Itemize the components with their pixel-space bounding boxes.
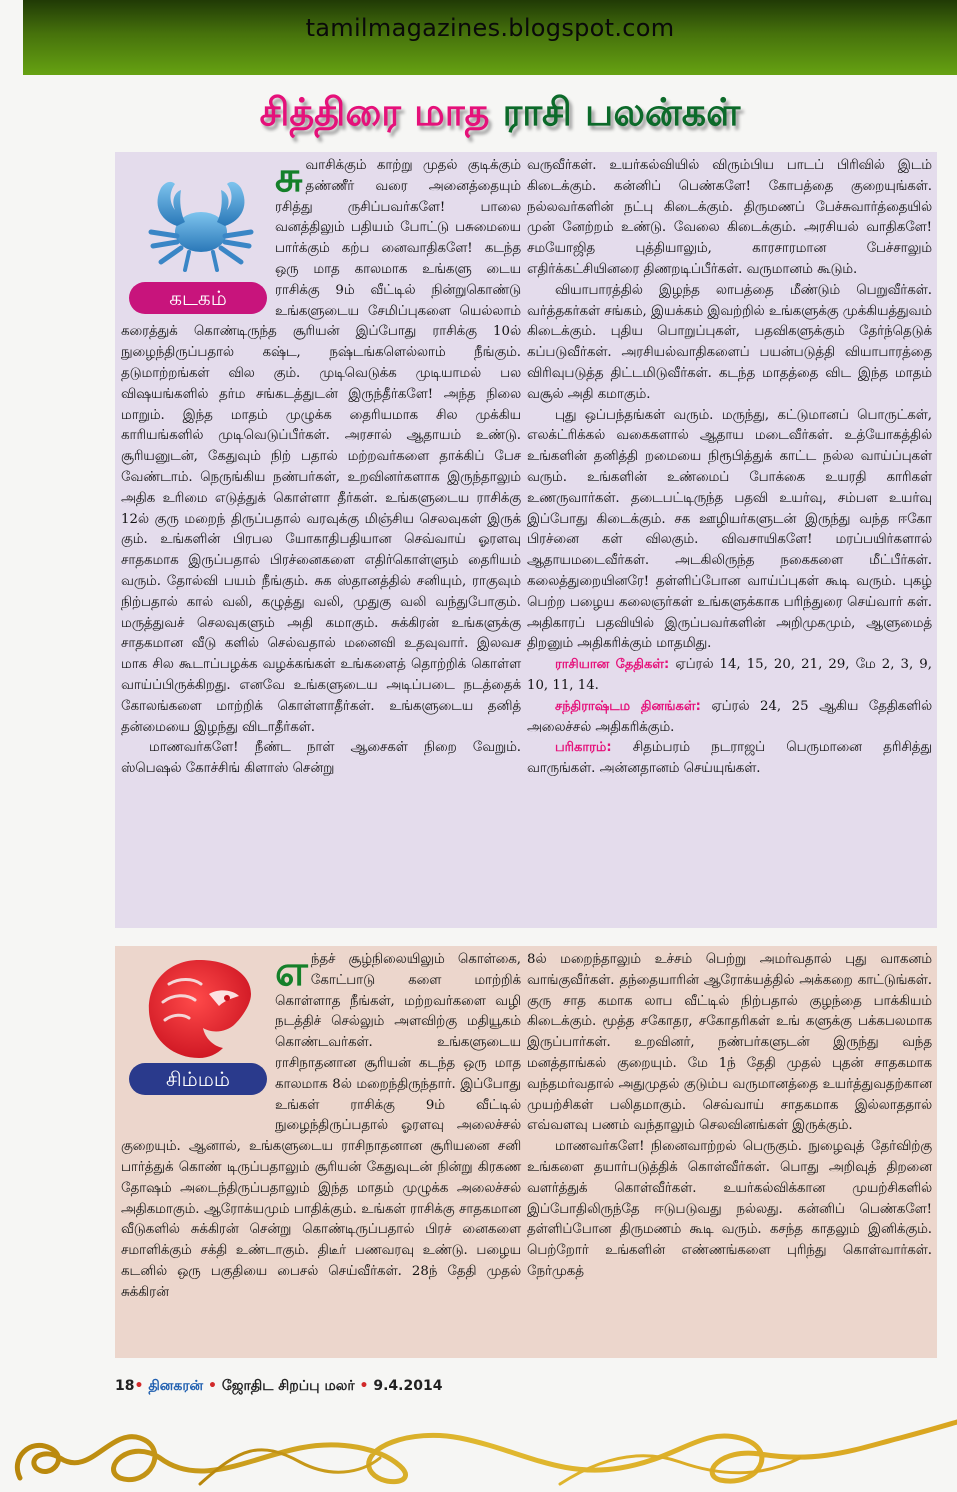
- remedy-value: சிதம்பரம் நடராஜப் பெருமானை தரிசித்து வாருங்கள். அன்னதானம் செய்யுங்கள்.: [527, 740, 932, 777]
- simmam-section: [115, 946, 937, 1358]
- title-part-1: சித்திரை மாத: [259, 90, 490, 134]
- kadagam-right-column: [527, 156, 932, 780]
- crab-icon: [141, 170, 261, 280]
- supplement-name: ஜோதிட சிறப்பு மலர்: [221, 1378, 355, 1394]
- kadagam-sign-box: [121, 156, 269, 316]
- separator-dot: •: [359, 1378, 369, 1394]
- page-number: 18: [115, 1378, 135, 1394]
- site-url[interactable]: tamilmagazines.blogspot.com: [305, 14, 675, 42]
- title-part-2: ராசி பலன்கள்: [502, 90, 741, 134]
- simmam-paragraph: 8ல் மறைந்தாலும் உச்சம் பெற்று அமர்வதால் புது வாகனம் வாங்குவீர்கள். தந்தையாரின் ஆரோக்யத்தில் அக்கறை காட்டுங்கள். குரு சாத கமாக லாப வீட்டில் நிற்பதால் குழந்தை பாக்கியம் கிடைக்கும். மூத்த சகோதர, சகோதரிகள் உங் களுக்கு பக்கபலமாக இருப்பார்கள். உறவினர், நண்பர்களுடன் இருந்து வந்த மனத்தாங்கல் குறையும். மே 1ந் தேதி முதல் புதன் சாதகமாக வந்தமர்வதால் அதுமுதல் குடும்ப வருமானத்தை உயர்த்துவதற்கான முயற்சிகள் பலிதமாகும். செவ்வாய் சாதகமாக இல்லாததால் எவ்வளவு பணம் வந்தாலும் செலவினங்கள் இருக்கும்.: [527, 952, 932, 1134]
- kadagam-paragraph: வருவீர்கள். உயர்கல்வியில் விரும்பிய பாடப் பிரிவில் இடம் கிடைக்கும். கன்னிப் பெண்களே! கோபத்தை குறையுங்கள். நல்லவர்களின் நட்பு கிடைக்கும். திருமணப் பேச்சுவார்த்தையில் முன் னேற்றம் உண்டு. வேலை கிடைக்கும். அரசியல் வாதிகளே! சமயோஜித புத்தியாலும், காரசாரமான பேச்சாலும் எதிர்க்கட்சியினரை திணறடிப்பீர்கள். வருமானம் கூடும்.: [527, 158, 932, 277]
- lucky-dates: [527, 655, 932, 697]
- kadagam-badge: கடகம்: [129, 282, 267, 314]
- separator-dot: •: [134, 1378, 144, 1394]
- page-title: [160, 86, 840, 138]
- simmam-sign-box: [121, 950, 269, 1136]
- kadagam-dropcap: சு: [275, 152, 303, 201]
- simmam-right-column: [527, 950, 932, 1283]
- simmam-paragraph: மாணவர்களே! நினைவாற்றல் பெருகும். நுழைவுத் தேர்விற்கு உங்களை தயார்படுத்திக் கொள்வீர்கள். பொது அறிவுத் திறனை வளர்த்துக் கொள்வீர்கள். உயர்கல்விக்கான முயற்சிகளில் இப்போதிலிருந்தே ஈடுபடுவது நல்லது. கன்னிப் பெண்களே! தள்ளிப்போன திருமணம் கூடி வரும். கசந்த காதலும் இனிக்கும். பெற்றோர் உங்களின் எண்ணங்களை புரிந்து கொள்வார்கள். நேர்முகத்: [527, 1139, 932, 1279]
- chandrashtama-value: ஏப்ரல் 24, 25 ஆகிய தேதிகளில் அலைச்சல் அதிகரிக்கும்.: [527, 698, 932, 735]
- kadagam-left-column: [121, 152, 521, 780]
- kadagam-paragraph: வியாபாரத்தில் இழந்த லாபத்தை மீண்டும் பெறுவீர்கள். வர்த்தகர்கள் சங்கம், இயக்கம் இவற்றில் உங்களுக்கு முக்கியத்துவம் கிடைக்கும். புதிய பொறுப்புகள், பதவிகளுக்கும் தேர்ந்தெடுக் கப்படுவீர்கள். அரசியல்வாதிகளைப் பயன்படுத்தி வியாபாரத்தை விரிவுபடுத்த திட்டமிடுவீர்கள். கடந்த மாதத்தை விட இந்த மாதம் வசூல் அதி கமாகும்.: [527, 282, 932, 402]
- lucky-dates-value: ஏப்ரல் 14, 15, 20, 21, 29, மே 2, 3, 9, 10, 11, 14.: [527, 657, 932, 693]
- issue-date: 9.4.2014: [373, 1378, 443, 1394]
- kadagam-paragraph: வாசிக்கும் காற்று முதல் குடிக்கும் தண்ணீர் வரை அனைத்தையும் ரசித்து ருசிப்பவர்களே! பாலை வனத்திலும் பதியம் போட்டு பசுமையை பார்க்கும் கற்ப னைவாதிகளே! கடந்த ஒரு மாத காலமாக உங்களு டைய ராசிக்கு 9ம் வீட்டில் நின்றுகொண்டு உங்களுடைய சேமிப்புகளை யெல்லாம் கரைத்துக் கொண்டிருந்த சூரியன் இப்போது ராசிக்கு 10ல் நுழைந்திருப்பதால் கஷ்ட, நஷ்டங்களெல்லாம் நீங்கும். தடுமாற்றங்கள் வில கும். முடிவெடுக்க முடியாமல் பல விஷயங்களில் தர்ம சங்கடத்துடன் இருந்தீர்களே! அந்த நிலை மாறும். இந்த மாதம் முழுக்க தைரியமாக சில முக்கிய காரியங்களில் முடிவெடுப்பீர்கள். அரசால் ஆதாயம் உண்டு. சூரியனுடன், கேதுவும் நிற் பதால் மற்றவர்களை தாக்கிப் பேச வேண்டாம். நெருங்கிய நண்பர்கள், உறவினர்களாக இருந்தாலும் அதிக உரிமை எடுத்துக் கொள்ளா தீர்கள். உங்களுடைய ராசிக்கு 12ல் குரு மறைந் திருப்பதால் வரவுக்கு மிஞ்சிய செலவுகள் இருக் கும். உங்களின் பிரபல யோகாதிபதியான செவ்வாய் ஓரளவு சாதகமாக இருப்பதால் பிரச்னைகளை எதிர்கொள்ளும் தைரியம் வரும். தோல்வி பயம் நீங்கும். சுக ஸ்தானத்தில் சனியும், ராகுவும் நிற்பதால் கால் வலி, கழுத்து வலி, முதுகு வலி வந்துபோகும். மருத்துவச் செலவுகளும் அதி கமாகும். சுக்கிரன் உங்களுக்கு சாதகமான வீடு களில் செல்வதால் மனைவி உதவுவார். இலவச மாக சில கூடாப்பழக்க வழக்கங்கள் உங்களைத் தொற்றிக் கொள்ள வாய்ப்பிருக்கிறது. எனவே உங்களுடைய அடிப்படை நடத்தைக் கோலங்களை மாற்றிக் கொள்ளாதீர்கள். உங்களுடைய தனித் தன்மையை இழந்து விடாதீர்கள்.: [121, 158, 521, 735]
- page-footer: [115, 1378, 442, 1396]
- lion-icon: [139, 954, 259, 1062]
- publication-name: தினகரன்: [148, 1378, 204, 1394]
- simmam-paragraph: ந்தச் சூழ்நிலையிலும் கொள்கை, கோட்பாடு களை மாற்றிக் கொள்ளாத நீங்கள், மற்றவர்களை வழி நடத்திச் செல்லும் அளவிற்கு மதியூகம் கொண்டவர்கள். உங்களுடைய ராசிநாதனான சூரியன் கடந்த ஒரு மாத காலமாக 8ல் மறைந்திருந்தார். இப்போது உங்கள் ராசிக்கு 9ம் வீட்டில் நுழைந்திருப்பதால் ஓரளவு அலைச்சல் குறையும். ஆனால், உங்களுடைய ராசிநாதனான சூரியனை சனி பார்த்துக் கொண் டிருப்பதாலும் சூரியன் கேதுவுடன் நின்று கிரகண தோஷம் அடைந்திருப்பதாலும் இந்த மாதம் முழுக்க அலைச்சல் அதிகமாகும். ஆரோக்யமும் பாதிக்கும். உங்கள் ராசிக்கு சாதகமான வீடுகளில் சுக்கிரன் சென்று கொண்டிருப்பதால் பிரச் னைகளை சமாளிக்கும் சக்தி உண்டாகும். திடீர் பணவரவு உண்டு. பழைய கடனில் ஒரு பகுதியை பைசல் செய்வீர்கள். 28ந் தேதி முதல் சுக்கிரன்: [121, 952, 521, 1300]
- kadagam-paragraph: புது ஒப்பந்தங்கள் வரும். மருந்து, கட்டுமானப் பொருட்கள், எலக்ட்ரிக்கல் வகைகளால் ஆதாய மடைவீர்கள். உத்யோகத்தில் உங்களின் தனித்தி றமையை நிரூபித்துக் காட்ட நல்ல வாய்ப்புகள் வரும். உங்களின் உண்மைப் போக்கை உயரதி காரிகள் உணருவார்கள். தடைபட்டிருந்த பதவி உயர்வு, சம்பள உயர்வு இப்போது கிடைக்கும். சக ஊழியர்களுடன் இருந்து வந்த ஈகோ பிரச்னை கள் விலகும். விவசாயிகளே! மரப்பயிர்களால் ஆதாயமடைவீர்கள். அடகிலிருந்த நகைகளை மீட்பீர்கள். கலைத்துறையினரே! தள்ளிப்போன வாய்ப்புகள் கூடி வரும். புகழ் பெற்ற பழைய கலைஞர்கள் உங்களுக்காக பரிந்துரை செய்வார் கள். அதிகாரப் பதவியில் இருப்பவர்களின் அறிமுகமும், ஆளுமைத் திறனும் அதிகரிக்கும் மாதமிது.: [527, 407, 932, 652]
- simmam-dropcap: எ: [275, 946, 308, 995]
- kadagam-section: [115, 152, 937, 928]
- remedy-label: பரிகாரம்:: [555, 740, 612, 756]
- separator-dot: •: [208, 1378, 217, 1394]
- simmam-badge: சிம்மம்: [129, 1063, 267, 1095]
- chandrashtama-label: சந்திராஷ்டம தினங்கள்:: [555, 698, 701, 714]
- remedy: [527, 738, 932, 780]
- chandrashtama-days: [527, 697, 932, 739]
- site-banner: [23, 0, 957, 75]
- gold-swirl-ornament: [0, 1418, 957, 1492]
- kadagam-paragraph: மாணவர்களே! நீண்ட நாள் ஆசைகள் நிறை வேறும். ஸ்பெஷல் கோச்சிங் கிளாஸ் சென்று: [121, 740, 521, 777]
- lucky-dates-label: ராசியான தேதிகள்:: [555, 657, 670, 673]
- simmam-left-column: [121, 946, 521, 1304]
